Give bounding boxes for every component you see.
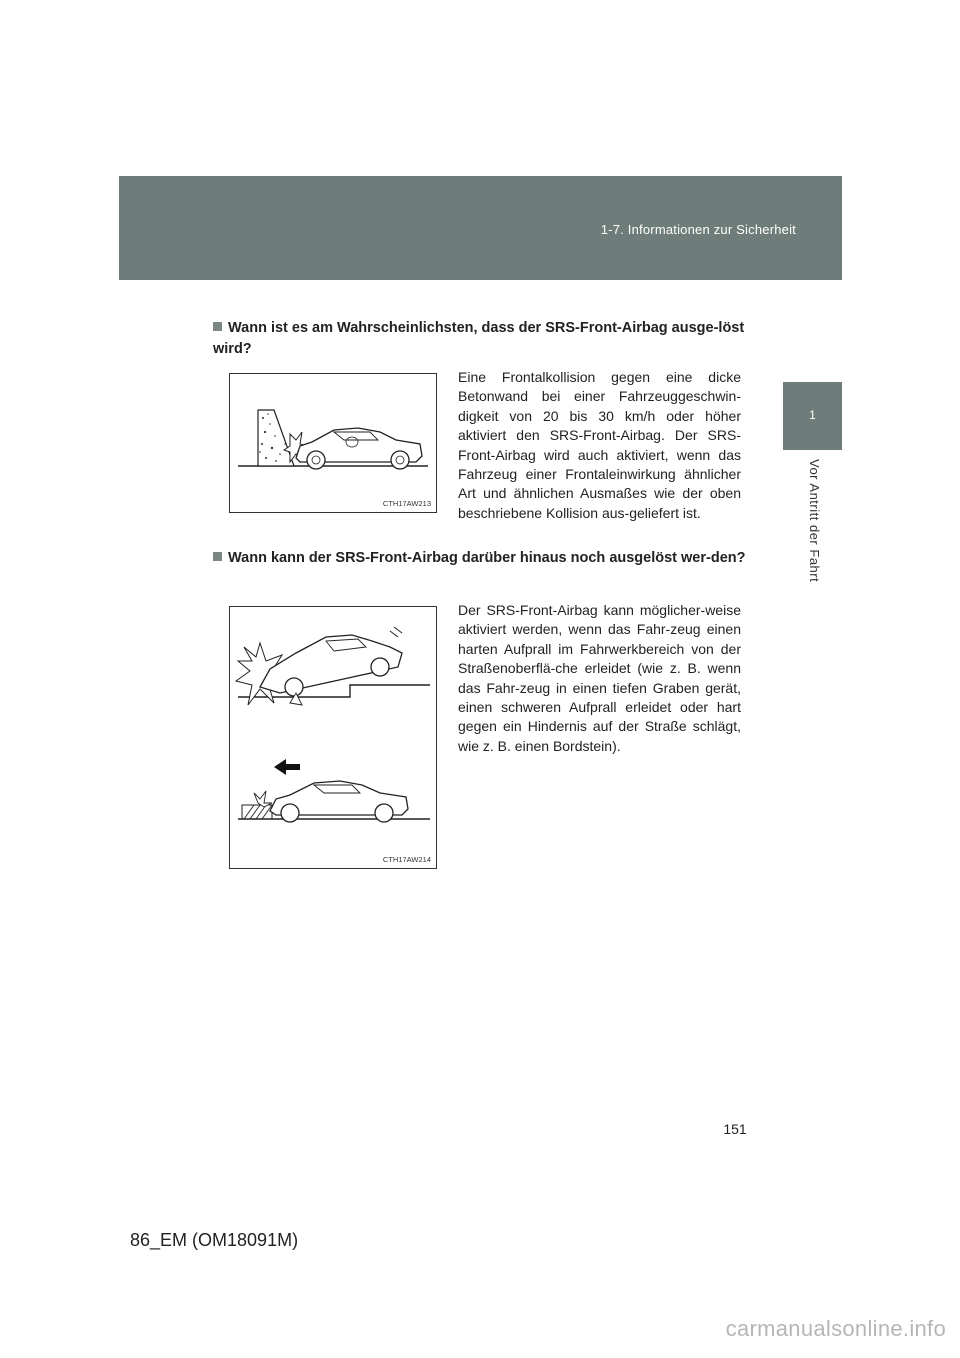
square-bullet-icon bbox=[213, 552, 222, 561]
chapter-title: Vor Antritt der Fahrt bbox=[807, 459, 822, 583]
header-band bbox=[119, 176, 842, 280]
figure-frontal-collision bbox=[229, 373, 437, 513]
section-heading-2: Wann kann der SRS-Front-Airbag darüber hinaus noch ausgelöst wer-den? bbox=[213, 548, 753, 569]
section-title: 1-7. Informationen zur Sicherheit bbox=[600, 222, 796, 237]
chapter-number: 1 bbox=[809, 408, 816, 422]
square-bullet-icon bbox=[213, 322, 222, 331]
section-heading-1: Wann ist es am Wahrscheinlichsten, dass der SRS-Front-Airbag ausge-löst wird? bbox=[213, 320, 745, 357]
watermark: carmanualsonline.info bbox=[725, 1316, 946, 1341]
figure-underbody-impact bbox=[229, 606, 437, 869]
section-body-1: Eine Frontalkollision gegen eine dicke Betonwand bei einer Fahrzeuggeschwin-digkeit von 20 bis 30 km/h oder höher aktiviert den SRS-Front-Airbag. Der SRS-Front-Airbag wird auch aktiviert, wenn das Fahrzeug einer Frontaleinwirkung ähnlicher Art und ähnlichen Ausmaßes wie der oben beschriebene Kollision aus-geliefert ist. bbox=[458, 369, 741, 521]
page-number: 151 bbox=[723, 1121, 747, 1137]
section-body-2: Der SRS-Front-Airbag kann möglicher-weise aktiviert werden, wenn das Fahr-zeug einen harten Aufprall im Fahrwerkbereich von der Straßenoberflä-che erleidet (wie z. B. wenn das Fahr-zeug in einen tiefen Graben gerät, einen schweren Aufprall erleidet oder hart gegen ein Hindernis auf der Straße schlägt, wie z. B. einen Bordstein). bbox=[458, 602, 741, 754]
figure-code: CTH17AW213 bbox=[382, 499, 431, 508]
underbody-impact-illustration bbox=[230, 607, 436, 868]
chapter-tab[interactable] bbox=[783, 382, 842, 450]
figure-code: CTH17AW214 bbox=[382, 855, 431, 864]
manual-code: 86_EM (OM18091M) bbox=[130, 1230, 299, 1250]
frontal-collision-illustration bbox=[230, 374, 436, 512]
